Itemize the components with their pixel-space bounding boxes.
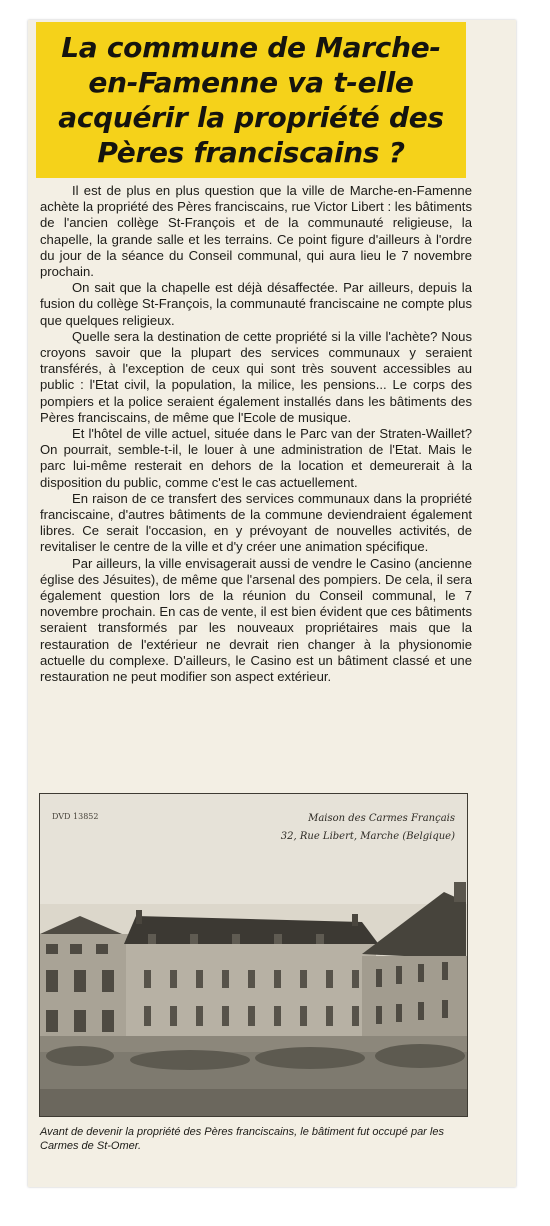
headline-box: [36, 22, 466, 178]
article-paragraph: Il est de plus en plus question que la ville de Marche-en-Famenne achète la propriété des Pères franciscains, rue Victor Libert : les bâtiments de l'ancien collège St-François et de la communauté religieuse, la chapelle, la grande salle et les terrains. Ce point figure d'ailleurs à l'ordre du jour de la séance du Conseil communal, qui aura lieu le 7 novembre prochain.: [40, 183, 472, 280]
photo-address-line: 32, Rue Libert, Marche (Belgique): [280, 831, 455, 842]
article-paragraph: Par ailleurs, la ville envisagerait aussi de vendre le Casino (ancienne église des Jésuites), de même que l'arsenal des pompiers. De cela, il sera également question lors de la réunion du Conseil communal, le 7 novembre prochain. En cas de vente, il est bien évident que ces bâtiments seraient transformés par les nouveaux propriétaires mais que la restauration de l'extérieur ne devrait rien changer à la physionomie actuelle du complexe. D'ailleurs, le Casino est un bâtiment classé et une restauration ne peut modifier son aspect extérieur.: [40, 555, 472, 685]
photo-caption: Avant de devenir la propriété des Pères franciscains, le bâtiment fut occupé par les Carmes de St-Omer.: [40, 1126, 444, 1152]
article-paragraph: Et l'hôtel de ville actuel, située dans le Parc van der Straten-Waillet? On pourrait, semble-t-il, le louer à une administration de l'Etat. Mais le parc lui-même resterait en dehors de la location et demeurerait à la disposition du public, comme c'est le cas actuellement.: [40, 426, 472, 490]
newspaper-clipping: [28, 20, 516, 1187]
headline: La commune de Marche-en-Famenne va t-elle acquérir la propriété des Pères franciscains ?: [58, 31, 444, 169]
article-paragraph: On sait que la chapelle est déjà désaffectée. Par ailleurs, depuis la fusion du collège St-François, la communauté franciscaine ne compte plus que quelques religieux.: [40, 280, 472, 328]
photo-reference-code: DVD 13852: [52, 812, 99, 821]
article-paragraph: En raison de ce transfert des services communaux dans la propriété franciscaine, d'autres bâtiments de la commune deviendraient également libres. Ce serait l'occasion, en y prévoyant de nouvelles activités, de revitaliser le centre de la ville et d'y créer une animation spécifique.: [40, 490, 472, 555]
photo-title: [281, 810, 455, 846]
photo-title-line: Maison des Carmes Français: [308, 813, 455, 824]
building-photo: [39, 793, 468, 1117]
article-paragraph: Quelle sera la destination de cette propriété si la ville l'achète? Nous croyons savoir que la plupart des services communaux y seraient transférés, à l'exception de ceux qui sont très souvent accessibles au public : l'Etat civil, la population, la milice, les pensions... Le corps des pompiers et la police seraient également installés dans les bâtiments des Pères franciscains, de même que l'Ecole de musique.: [40, 328, 472, 425]
article-body: [40, 183, 472, 685]
